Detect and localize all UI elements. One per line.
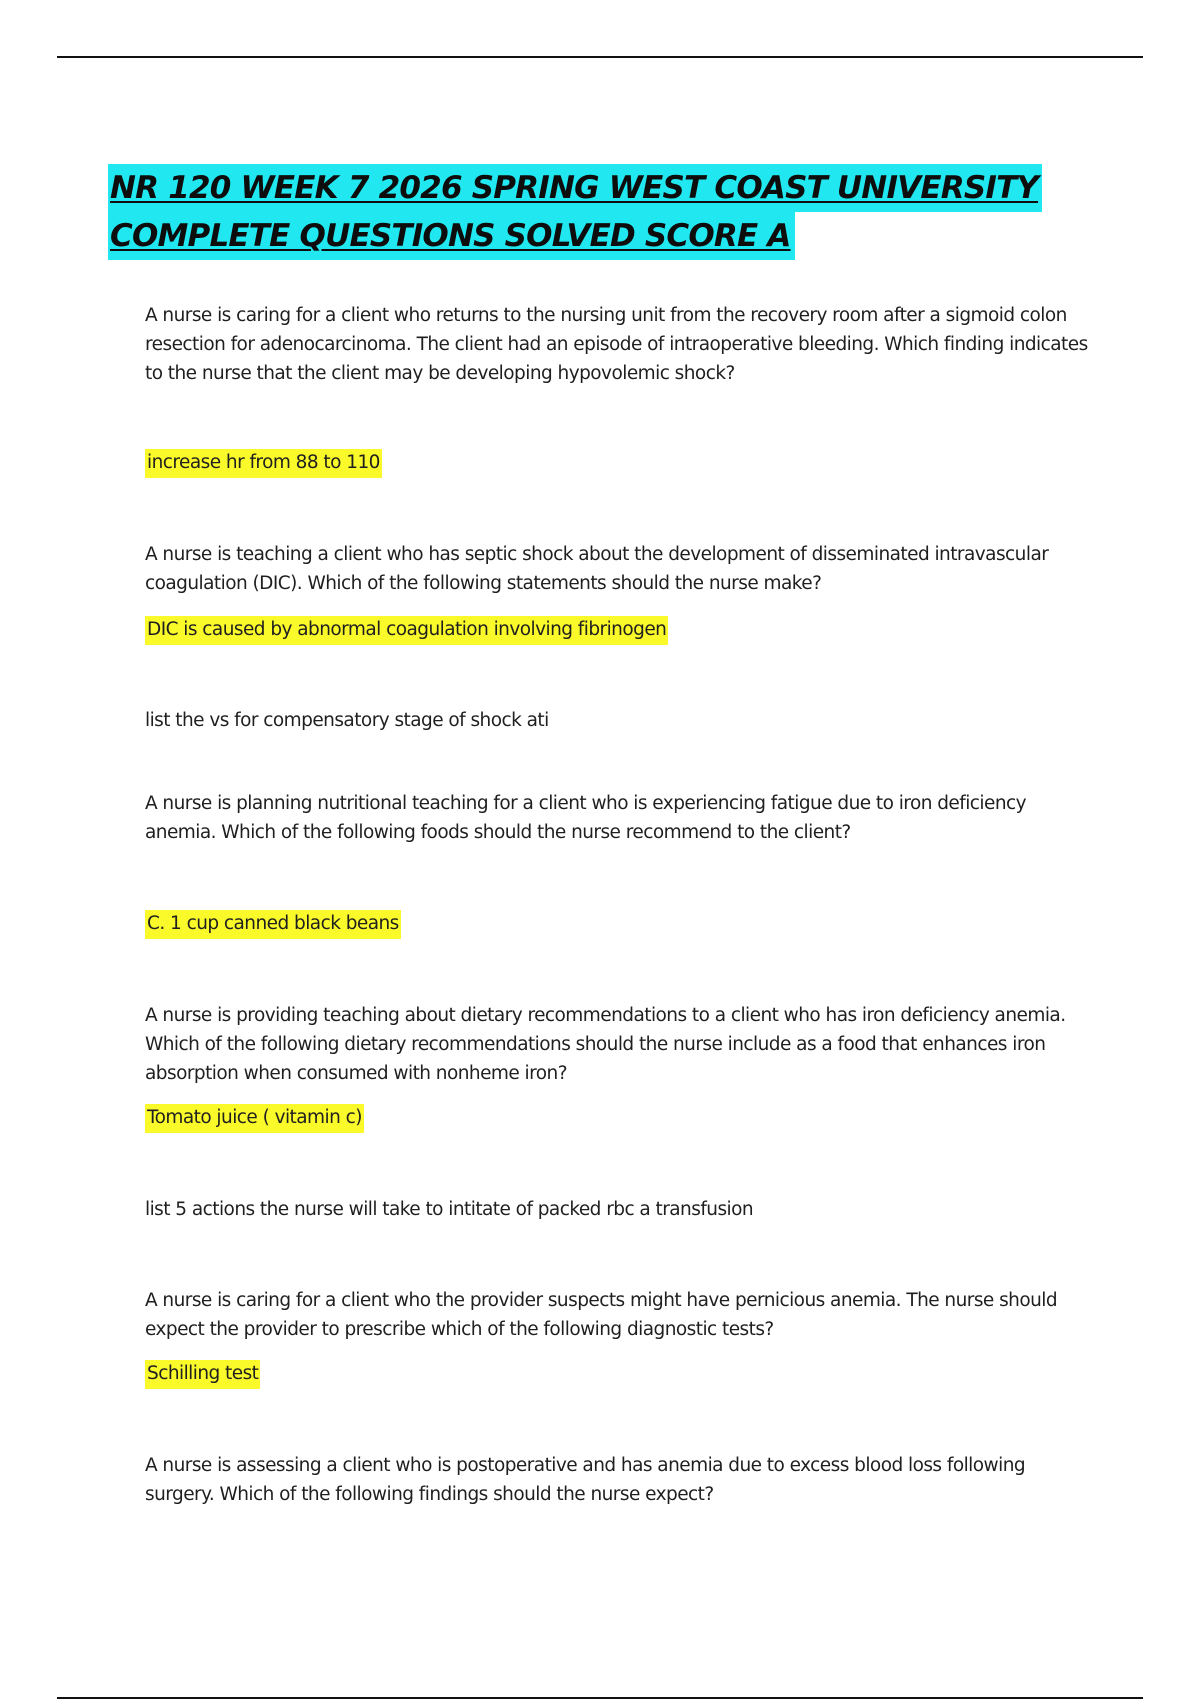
answer-2-text: DIC is caused by abnormal coagulation involving fibrinogen [145,616,668,645]
answer-1 [145,449,382,478]
document-title [108,164,1108,260]
question-1: A nurse is caring for a client who returns to the nursing unit from the recovery room after a sigmoid colon resection for adenocarcinoma. The client had an episode of intraoperative bleeding. Which finding indicates to the nurse that the client may be developing hypovolemic shock? [145,305,1088,384]
bottom-rule [57,1697,1143,1699]
top-rule [57,56,1143,58]
answer-5-text: Tomato juice ( vitamin c) [145,1104,364,1133]
title-line-2: COMPLETE QUESTIONS SOLVED SCORE A [108,212,795,260]
answer-2 [145,616,668,645]
answer-5 [145,1104,364,1133]
question-6: list 5 actions the nurse will take to intitate of packed rbc a transfusion [145,1199,754,1220]
question-8: A nurse is assessing a client who is postoperative and has anemia due to excess blood loss following surgery. Which of the following findings should the nurse expect? [145,1455,1026,1505]
question-2: A nurse is teaching a client who has septic shock about the development of disseminated intravascular coagulation (DIC). Which of the following statements should the nurse make? [145,544,1049,594]
answer-4-text: C. 1 cup canned black beans [145,910,401,939]
question-5: A nurse is providing teaching about dietary recommendations to a client who has iron deficiency anemia. Which of the following dietary recommendations should the nurse include as a food that enhances iron absorption when consumed with nonheme iron? [145,1005,1066,1084]
question-7: A nurse is caring for a client who the provider suspects might have pernicious anemia. The nurse should expect the provider to prescribe which of the following diagnostic tests? [145,1290,1058,1340]
title-line-1: NR 120 WEEK 7 2026 SPRING WEST COAST UNIVERSITY [108,164,1042,212]
answer-4 [145,910,401,939]
answer-1-text: increase hr from 88 to 110 [145,449,382,478]
answer-7 [145,1360,260,1389]
answer-7-text: Schilling test [145,1360,260,1389]
question-4: A nurse is planning nutritional teaching for a client who is experiencing fatigue due to iron deficiency anemia. Which of the following foods should the nurse recommend to the client? [145,793,1027,843]
question-3: list the vs for compensatory stage of shock ati [145,710,549,731]
